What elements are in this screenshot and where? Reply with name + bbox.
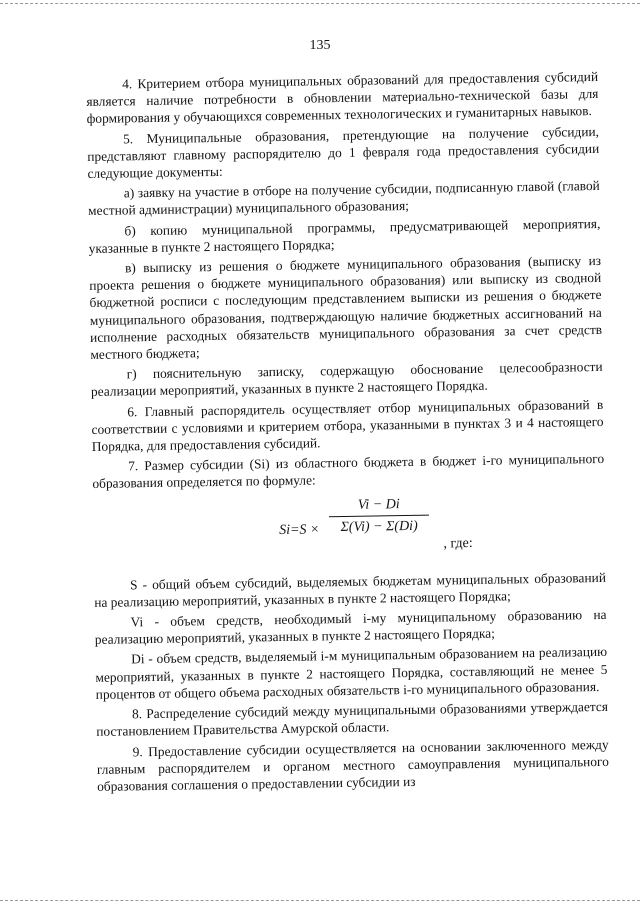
formula-denominator: Σ(Vi) − Σ(Di)	[340, 518, 418, 535]
scan-edge-top	[0, 3, 640, 4]
paragraph-8: 8. Распределение субсидий между муниципальными образованиями утверждается постановлением Правительства Амурской области.	[96, 698, 609, 740]
list-item-a: а) заявку на участие в отборе на получение субсидии, подписанную главой (главой местной администрации) муниципального образования;	[88, 178, 600, 219]
paragraph-7: 7. Размер субсидии (Si) из областного бюджета в бюджет i-го муниципального образования определяется по формуле:	[92, 451, 605, 492]
page-number: 135	[309, 38, 331, 53]
list-item-g: г) пояснительную записку, содержащую обоснование целесообразности реализации мероприятий, указанных в пункте 2 настоящего Порядка.	[90, 359, 603, 400]
formula-numerator: Vi − Di	[357, 496, 400, 513]
paragraph-6: 6. Главный распорядитель осуществляет отбор муниципальных образований в соответствии с условиями и критерием отбора, указанными в пунктах 3 и 4 настоящего Порядка, для предоставления субсидий.	[91, 396, 604, 455]
paragraph-9: 9. Предоставление субсидии осуществляется на основании заключенного между главным распорядителем и органом местного самоуправления муниципального образования соглашения о предоставлении субсидии из	[96, 736, 609, 794]
list-item-v: в) выписку из решения о бюджете муниципального образования (выписку из проекта решения о бюджете муниципального образования) или выписку из сводной бюджетной росписи с последующим представлением выписки из решения о бюджете муниципального образования, подтверждающую наличие бюджетных ассигнований на исполнение расходных обязательств муниципального образования за счет средств местного бюджета;	[89, 252, 603, 363]
paragraph-5: 5. Муниципальные образования, претендующие на получение субсидии, представляют главному распорядителю до 1 февраля года предоставления субсидии следующие документы:	[87, 123, 600, 182]
paragraph-4: 4. Критерием отбора муниципальных образований для предоставления субсидий является наличие потребности в обновлении материально-технической базы для формирования у обучающихся современных технологических и гуманитарных навыков.	[86, 68, 599, 127]
list-item-b: б) копию муниципальной программы, предусматривающей мероприятия, указанные в пункте 2 настоящего Порядка;	[88, 215, 601, 256]
formula-suffix: , где:	[443, 535, 473, 552]
subsidy-formula	[93, 493, 606, 571]
definition-v: Vi - объем средств, необходимый i-му муниципальному образованию на реализацию мероприятий, указанных в пункте 2 настоящего Порядка;	[94, 606, 607, 648]
definition-s: S - общий объем субсидий, выделяемых бюджетам муниципальных образований на реализацию мероприятий, указанных в пункте 2 настоящего Порядка;	[94, 569, 607, 610]
definition-d: Di - объем средств, выделяемый i-м муниципальным образованием на реализацию мероприятий, указанных в пункте 2 настоящего Порядка, составляющий не менее 5 процентов от общего объема расходных обязательств i-го муниципального образования.	[95, 644, 608, 702]
document-body	[86, 68, 609, 798]
formula-fraction	[327, 495, 432, 536]
formula-lhs: Si=S ×	[279, 522, 320, 538]
scan-edge-bottom	[0, 900, 640, 901]
